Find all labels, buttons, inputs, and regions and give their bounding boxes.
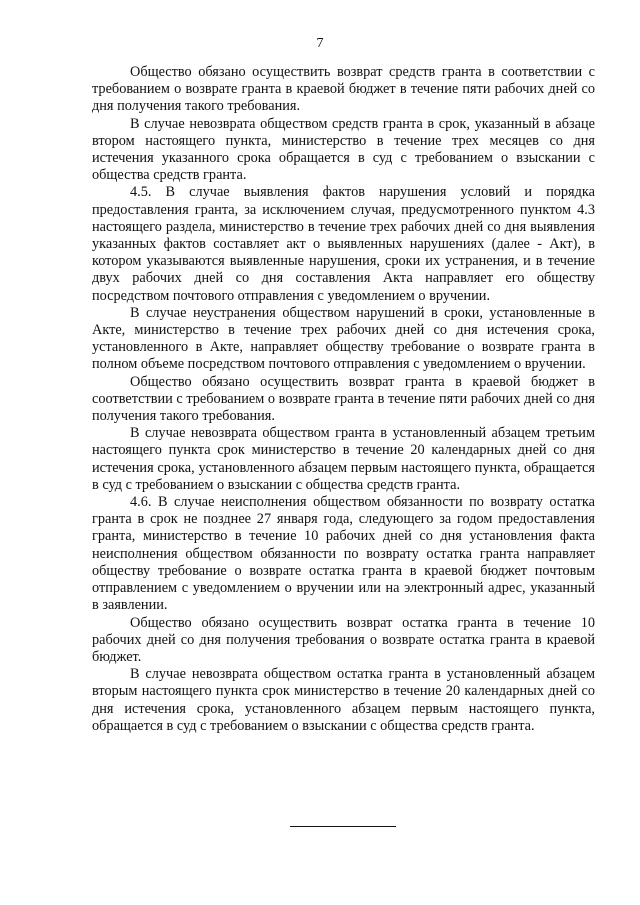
paragraph: Общество обязано осуществить возврат гранта в краевой бюджет в соответствии с требованием о возврате гранта в течение пяти рабочих дней со дня получения такого требования. xyxy=(92,373,595,425)
paragraph: В случае невозврата обществом гранта в установленный абзацем третьим настоящего пункта срок министерство в течение 20 календарных дней со дня истечения срока, установленного абзацем первым настоящего пункта, обращается в суд с требованием о взыскании с общества средств гранта. xyxy=(92,425,595,493)
paragraph: Общество обязано осуществить возврат средств гранта в соответствии с требованием о возврате гранта в краевой бюджет в течение пяти рабочих дней со дня получения такого требования. xyxy=(92,64,595,115)
paragraph-4-5: 4.5. В случае выявления фактов нарушения условий и порядка предоставления гранта, за исключением случая, предусмотренного пунктом 4.3 настоящего раздела, министерство в течение трех рабочих дней со дня выявления указанных фактов составляет акт о выявленных нарушениях (далее - Акт), в котором указываются выявленные нарушения, сроки их устранения, и в течение двух рабочих дней со дня составления Акта направляет его обществу посредством почтового отправления с уведомлением о вручении. xyxy=(92,184,595,304)
paragraph: В случае неустранения обществом нарушений в сроки, установленные в Акте, министерство в течение трех рабочих дней со дня истечения срока, установленного в Акте, направляет обществу требование о возврате гранта в полном объеме посредством почтового отправления с уведомлением о вручении. xyxy=(92,304,595,373)
paragraph: В случае невозврата обществом средств гранта в срок, указанный в абзаце втором настоящего пункта, министерство в течение трех месяцев со дня истечения указанного срока обращается в суд с требованием о взыскании с общества средств гранта. xyxy=(92,115,595,184)
page-number: 7 xyxy=(316,36,324,51)
paragraph: Общество обязано осуществить возврат остатка гранта в течение 10 рабочих дней со дня получения требования о возврате остатка гранта в краевой бюджет. xyxy=(92,614,595,665)
document-body xyxy=(92,64,595,735)
paragraph-4-6: 4.6. В случае неисполнения обществом обязанности по возврату остатка гранта в срок не позднее 27 января года, следующего за годом предоставления гранта, министерство в течение 10 рабочих дней со дня установления факта неисполнения обществом обязанности по возврату остатка гранта направляет обществу требование о возврате остатка гранта в краевой бюджет почтовым отправлением с уведомлением о вручении или на электронный адрес, указанный в заявлении. xyxy=(92,494,595,614)
end-divider xyxy=(290,826,396,827)
paragraph: В случае невозврата обществом остатка гранта в установленный абзацем вторым настоящего пункта срок министерство в течение 20 календарных дней со дня истечения срока, установленного абзацем первым настоящего пункта, обращается в суд с требованием о взыскании с общества средств гранта. xyxy=(92,666,595,734)
